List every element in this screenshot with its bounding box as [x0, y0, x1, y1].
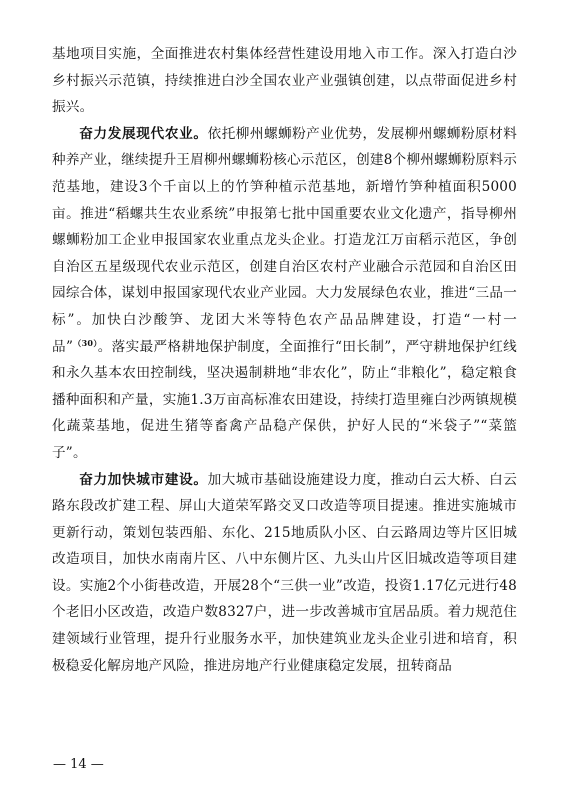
document-body [52, 41, 517, 679]
footnote-marker: （30） [73, 337, 98, 348]
paragraph-heading: 奋力加快城市建设。 [79, 471, 208, 488]
paragraph-urban-construction [52, 467, 517, 680]
paragraph-text: 依托柳州螺蛳粉产业优势，发展柳州螺蛳粉原材料种养产业，继续提升王眉柳州螺蛳粉核心示范区，创建8个柳州螺蛳粉原料示范基地，建设3个千亩以上的竹笋种植示范基地，新增竹笋种植面积5000亩。推进“稻螺共生农业系统”申报第七批中国重要农业文化遗产，指导柳州螺蛳粉加工企业申报国家农业重点龙头企业。打造龙江万亩稻示范区，争创自治区五星级现代农业示范区，创建自治区农村产业融合示范园和自治区田园综合体，谋划申报国家现代农业产业园。大力发展绿色农业，推进“三品一标”。加快白沙酸笋、龙团大米等特色农产品品牌建设，打造“一村一品” [52, 125, 517, 355]
paragraph-text: 加大城市基础设施建设力度，推动白云大桥、白云路东段改扩建工程、屏山大道荣军路交叉口改造等项目提速。推进实施城市更新行动，策划包装西船、东化、215地质队小区、白云路周边等片区旧城改造项目，加快水南南片区、八中东侧片区、九头山片区旧城改造等项目建设。实施2个小街巷改造，开展28个“三供一业”改造，投资1.17亿元进行48个老旧小区改造，改造户数8327户，进一步改善城市宜居品质。着力规范住建领域行业管理，提升行业服务水平，加快建筑业龙头企业引进和培育，积极稳妥化解房地产风险，推进房地产行业健康稳定发展，扭转商品 [52, 471, 517, 674]
paragraph-heading: 奋力发展现代农业。 [79, 125, 208, 142]
paragraph-text: 基地项目实施，全面推进农村集体经营性建设用地入市工作。深入打造白沙乡村振兴示范镇，持续推进白沙全国农业产业强镇创建，以点带面促进乡村振兴。 [52, 46, 517, 116]
paragraph-rural-land [52, 41, 517, 121]
paragraph-text-continued: 。落实最严格耕地保护制度，全面推行“田长制”，严守耕地保护红线和永久基本农田控制线，坚决遏制耕地“非农化”，防止“非粮化”，稳定粮食播种面积和产量，实施1.3万亩高标准农田建设，持续打造里雍白沙两镇规模化蔬菜基地，促进生猪等畜禽产品稳产保供，护好人民的“米袋子”“菜篮子”。 [52, 338, 517, 461]
paragraph-modern-agriculture [52, 121, 517, 467]
page-number: — 14 — [53, 757, 104, 772]
